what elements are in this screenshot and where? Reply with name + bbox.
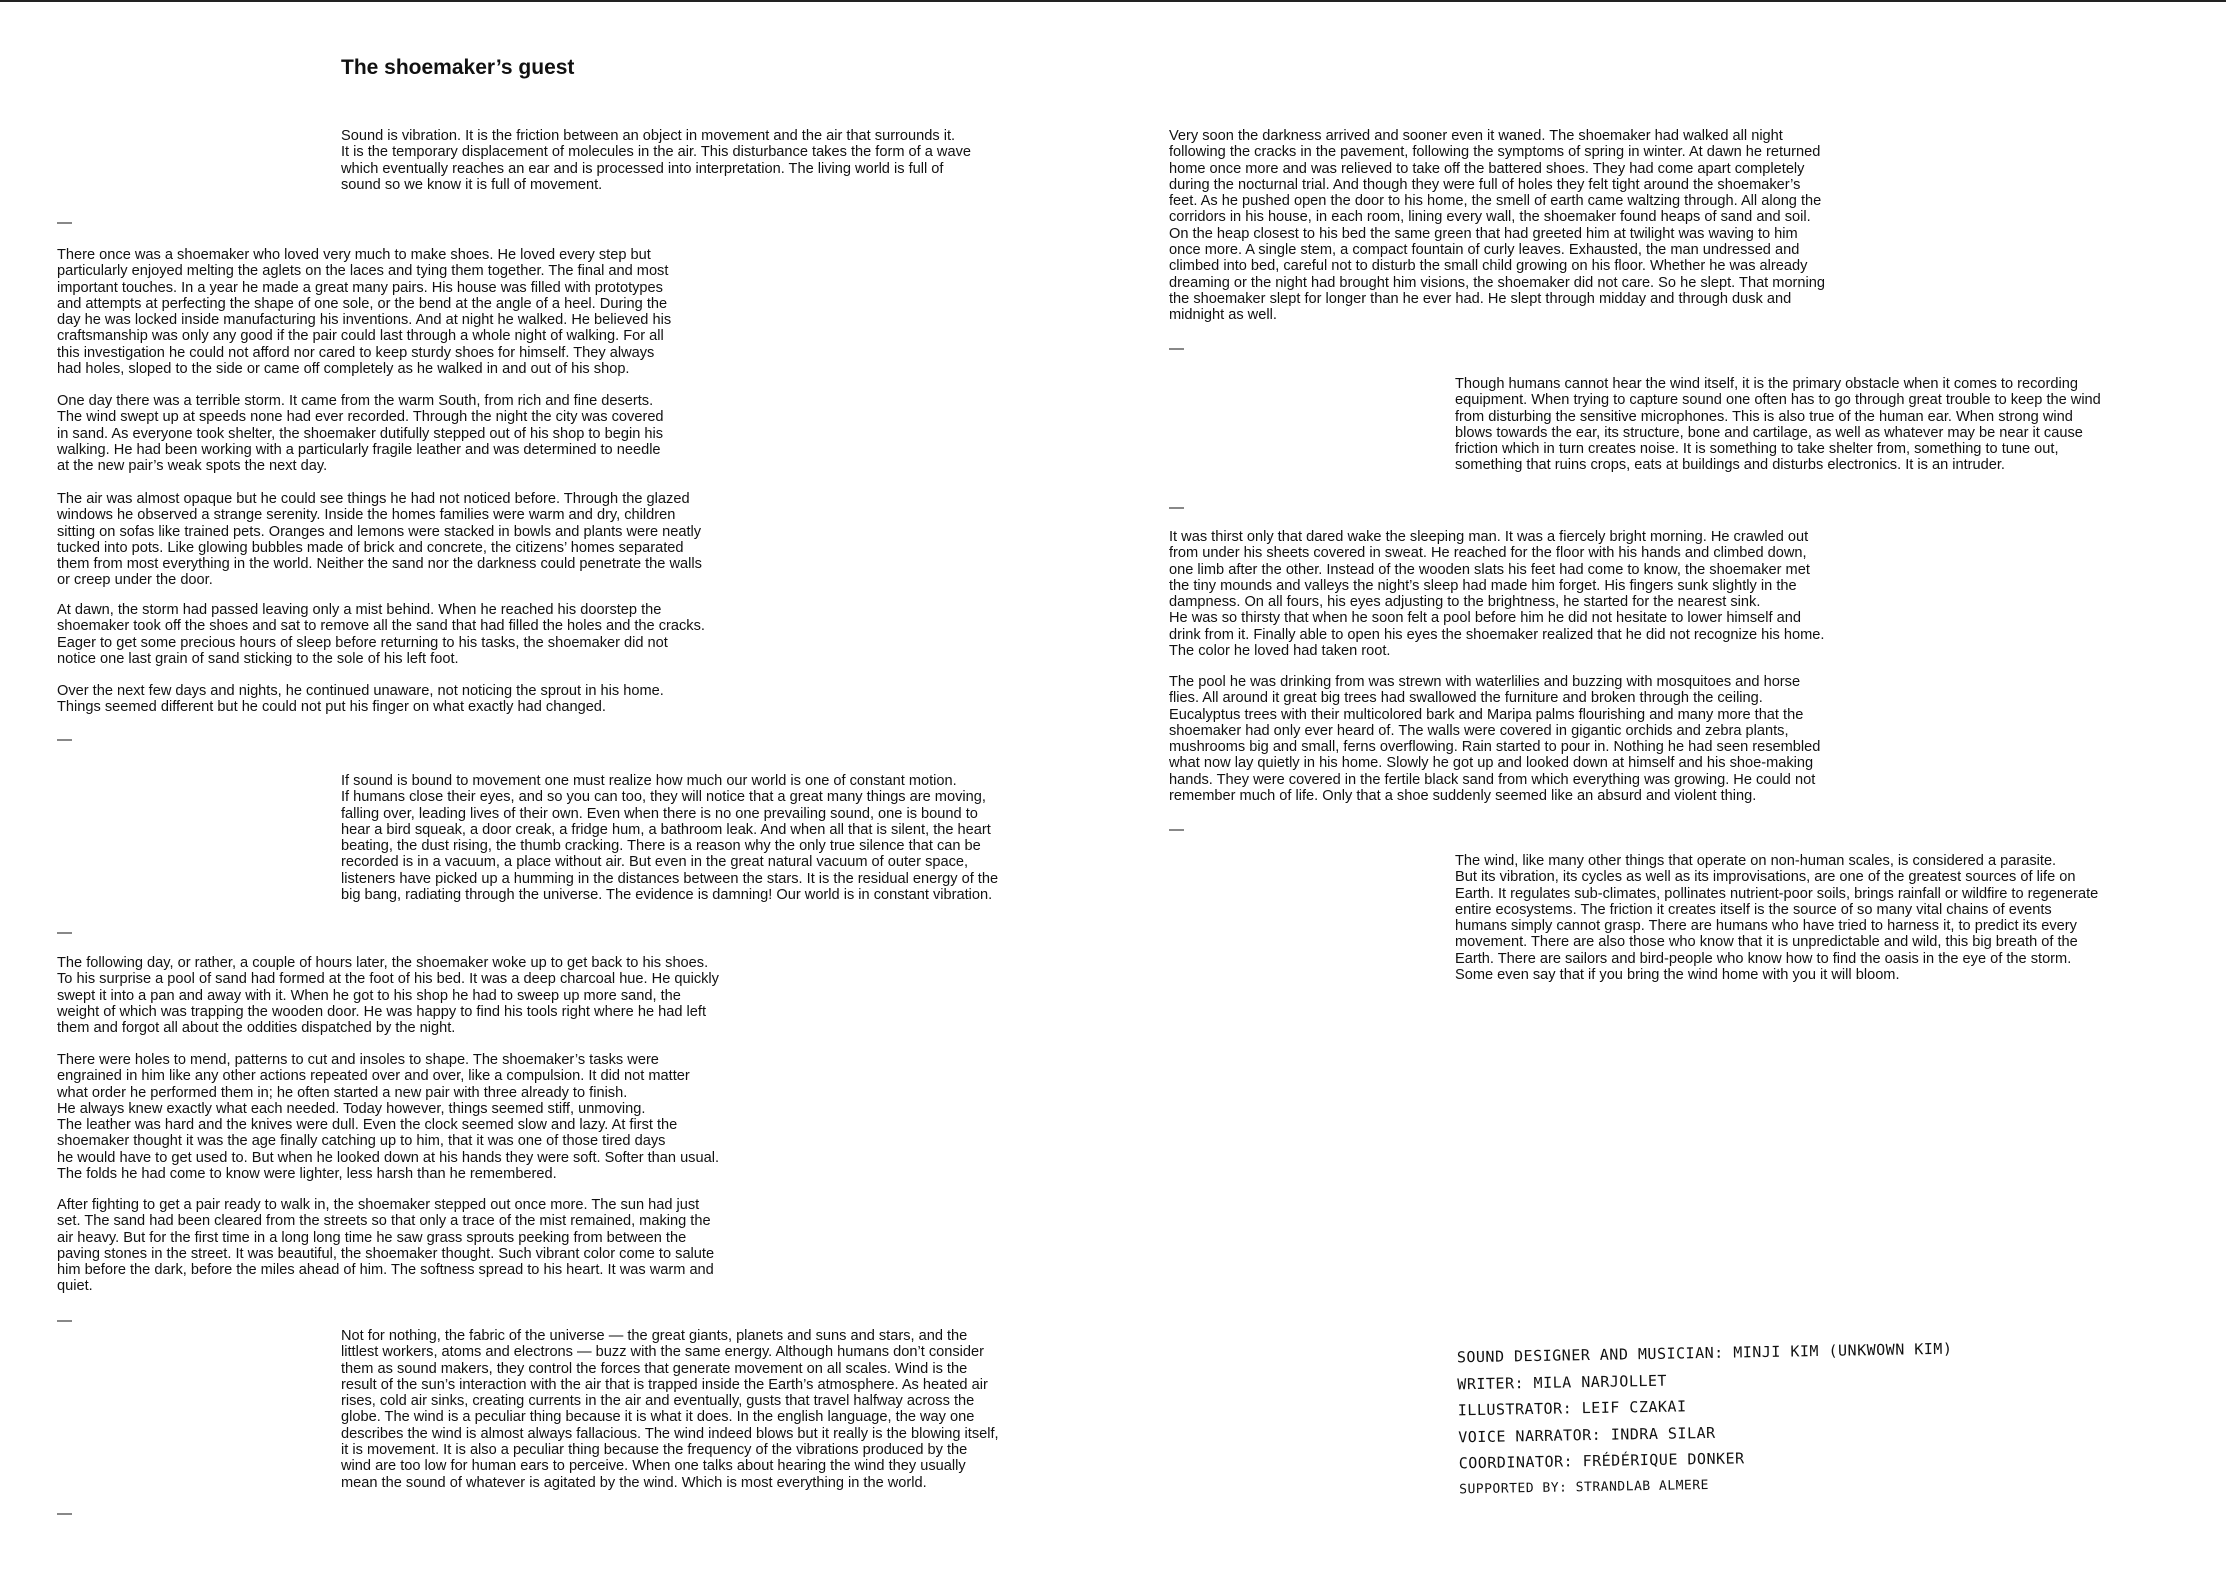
section-divider: — [1169, 499, 1184, 516]
inset-paragraph-3: Though humans cannot hear the wind itself, it is the primary obstacle when it comes to recording equipment. When trying to capture sound one often has to go through great trouble to keep the wind from disturbing the sensitive microphones. This is also true of the human ear. When strong wind blows towards the ear, its structure, bone and cartilage, as well as whatever may be near it cause friction which in turn creates noise. It is something to take shelter from, something to tune out, something that ruins crops, eats at buildings and disturbs electronics. It is an intruder. [1455, 376, 2101, 474]
credit-coordinator: COORDINATOR: FRÉDÉRIQUE DONKER [1458, 1449, 1745, 1473]
section-divider: — [1169, 340, 1184, 357]
top-border [0, 0, 2226, 2]
section-divider: — [1169, 821, 1184, 838]
inset-paragraph-1: If sound is bound to movement one must realize how much our world is one of constant motion. If humans close their eyes, and so you can too, they will notice that a great many things are moving, falling over, leading lives of their own. Even when there is no one prevailing sound, one is bound to hear a bird squeak, a door creak, a fridge hum, a bathroom leak. And when all that is silent, the heart beating, the dust rising, the thumb cracking. There is a reason why the only true silence that can be recorded is in a vacuum, a place without air. But even in the great natural vacuum of outer space, listeners have picked up a humming in the distances between the stars. It is the residual energy of the big bang, radiating through the universe. The evidence is damning! Our world is in constant vibration. [341, 773, 999, 904]
intro-paragraph: Sound is vibration. It is the friction between an object in movement and the air that surrounds it. It is the temporary displacement of molecules in the air. This disturbance takes the form of a wave which eventually reaches an ear and is processed into interpretation. The living world is full of sound so we know it is full of movement. [341, 128, 971, 193]
section-divider: — [57, 924, 72, 941]
inset-paragraph-4: The wind, like many other things that operate on non-human scales, is considered a parasite. But its vibration, its cycles as well as its improvisations, are one of the greatest sources of life on Earth. It regulates sub-climates, pollinates nutrient-poor soils, brings rainfall or wildfire to regenerate entire ecosystems. The friction it creates itself is the source of so many vital chains of events humans simply cannot grasp. There are humans who have tried to harness it, to predict its every movement. There are also those who know that it is unpredictable and wild, this big breath of the Earth. There are sailors and bird-people who know how to find the oasis in the eye of the storm. Some even say that if you bring the wind home with you it will bloom. [1455, 853, 2099, 984]
page-title: The shoemaker’s guest [341, 56, 575, 79]
section-divider: — [57, 214, 72, 231]
credit-illustrator: ILLUSTRATOR: LEIF CZAKAI [1457, 1397, 1687, 1420]
section-divider: — [57, 1505, 72, 1522]
story-paragraph-1: There once was a shoemaker who loved very much to make shoes. He loved every step but particularly enjoyed melting the aglets on the laces and tying them together. The final and most important touches. In a year he made a great many pairs. His house was filled with prototypes and attempts at perfecting the shape of one sole, or the bend at the angle of a heel. During the day he was locked inside manufacturing his inventions. And at night he walked. He believed his craftsmanship was only any good if the pair could last through a whole night of walking. For all this investigation he could not afford nor cared to keep sturdy shoes for himself. They always had holes, sloped to the side or came off completely as he walked in and out of his shop. [57, 247, 672, 378]
credit-supported-by: SUPPORTED BY: STRANDLAB ALMERE [1459, 1477, 1710, 1497]
credit-writer: WRITER: MILA NARJOLLET [1457, 1371, 1668, 1393]
story-paragraph-3: The air was almost opaque but he could see things he had not noticed before. Through the glazed windows he observed a strange serenity. Inside the homes families were warm and dry, children sitting on sofas like trained pets. Oranges and lemons were stacked in bowls and plants were neatly tucked into pots. Like glowing bubbles made of brick and concrete, the citizens’ homes separated them from most everything in the world. Neither the sand nor the darkness could penetrate the walls or creep under the door. [57, 491, 702, 589]
credits-block [1457, 1336, 1955, 1504]
story-paragraph-10: It was thirst only that dared wake the sleeping man. It was a fiercely bright morning. He crawled out from under his sheets covered in sweat. He reached for the floor with his hands and climbed down, one limb after the other. Instead of the wooden slats his feet had come to know, the shoemaker met the tiny mounds and valleys the night’s sleep had made him forget. His fingers sunk slightly in the dampness. On all fours, his eyes adjusting to the brightness, he started for the nearest sink. He was so thirsty that when he soon felt a pool before him he did not hesitate to lower himself and drink from it. Finally able to open his eyes the shoemaker realized that he did not recognize his home. The color he loved had taken root. [1169, 529, 1825, 660]
story-paragraph-6: The following day, or rather, a couple of hours later, the shoemaker woke up to get back to his shoes. To his surprise a pool of sand had formed at the foot of his bed. It was a deep charcoal hue. He quickly swept it into a pan and away with it. When he got to his shop he had to sweep up more sand, the weight of which was trapping the wooden door. He was happy to find his tools right where he had left them and forgot all about the oddities dispatched by the night. [57, 955, 719, 1037]
story-paragraph-8: After fighting to get a pair ready to walk in, the shoemaker stepped out once more. The sun had just set. The sand had been cleared from the streets so that only a trace of the mist remained, making the air heavy. But for the first time in a long long time he saw grass sprouts peeking from between the paving stones in the street. It was beautiful, the shoemaker thought. Such vibrant color come to salute him before the dark, before the miles ahead of him. The softness spread to his heart. It was warm and quiet. [57, 1197, 715, 1295]
inset-paragraph-2: Not for nothing, the fabric of the universe — the great giants, planets and suns and stars, and the littlest workers, atoms and electrons — buzz with the same energy. Although humans don’t consider them as sound makers, they control the forces that generate movement on all scales. Wind is the result of the sun’s interaction with the air that is trapped inside the Earth’s atmosphere. As heated air rises, cold air sinks, creating currents in the air and eventually, gusts that travel halfway across the globe. The wind is a peculiar thing because it is what it does. In the english language, the way one describes the wind is almost always fallacious. The wind indeed blows but it really is the blowing itself, it is movement. It is also a peculiar thing because the frequency of the vibrations produced by the wind are too low for human ears to perceive. When one talks about hearing the wind they usually mean the sound of whatever is agitated by the wind. Which is most everything in the world. [341, 1328, 999, 1491]
story-paragraph-9: Very soon the darkness arrived and sooner even it waned. The shoemaker had walked all night following the cracks in the pavement, following the symptoms of spring in winter. At dawn he returned home once more and was relieved to take off the battered shoes. They had come apart completely during the nocturnal trial. And though they were full of holes they felt tight around the shoemaker’s feet. As he pushed open the door to his home, the smell of earth came waltzing through. All along the corridors in his house, in each room, lining every wall, the shoemaker found heaps of sand and soil. On the heap closest to his bed the same green that had greeted him at twilight was waving to him once more. A single stem, a compact fountain of curly leaves. Exhausted, the man undressed and climbed into bed, careful not to disturb the small child growing on his floor. Whether he was already dreaming or the night had brought him visions, the shoemaker did not care. So he slept. That morning the shoemaker slept for longer than he ever had. He slept through midday and through dusk and midnight as well. [1169, 128, 1826, 324]
section-divider: — [57, 731, 72, 748]
story-paragraph-7: There were holes to mend, patterns to cut and insoles to shape. The shoemaker’s tasks were engrained in him like any other actions repeated over and over, like a compulsion. It did not matter what order he performed them in; he often started a new pair with three already to finish. He always knew exactly what each needed. Today however, things seemed stiff, unmoving. The leather was hard and the knives were dull. Even the clock seemed slow and lazy. At first the shoemaker thought it was the age finally catching up to him, that it was one of those tired days he would have to get used to. But when he looked down at his hands they were soft. Softer than usual. The folds he had come to know were lighter, less harsh than he remembered. [57, 1052, 720, 1183]
credit-voice-narrator: VOICE NARRATOR: INDRA SILAR [1458, 1423, 1716, 1446]
credit-sound-designer: SOUND DESIGNER AND MUSICIAN: MINJI KIM (UNKWOWN KIM) [1456, 1339, 1953, 1367]
story-paragraph-2: One day there was a terrible storm. It came from the warm South, from rich and fine deserts. The wind swept up at speeds none had ever recorded. Through the night the city was covered in sand. As everyone took shelter, the shoemaker dutifully stepped out of his shop to begin his walking. He had been working with a particularly fragile leather and was determined to needle at the new pair’s weak spots the next day. [57, 393, 664, 475]
story-paragraph-4: At dawn, the storm had passed leaving only a mist behind. When he reached his doorstep the shoemaker took off the shoes and sat to remove all the sand that had filled the holes and the cracks. Eager to get some precious hours of sleep before returning to his tasks, the shoemaker did not notice one last grain of sand sticking to the sole of his left foot. [57, 602, 705, 667]
story-paragraph-5: Over the next few days and nights, he continued unaware, not noticing the sprout in his home. Things seemed different but he could not put his finger on what exactly had changed. [57, 683, 664, 716]
section-divider: — [57, 1312, 72, 1329]
story-paragraph-11: The pool he was drinking from was strewn with waterlilies and buzzing with mosquitoes and horse flies. All around it great big trees had swallowed the furniture and broken through the ceiling. Eucalyptus trees with their multicolored bark and Maripa palms flourishing and many more that the shoemaker had only ever heard of. The walls were covered in gigantic orchids and zebra plants, mushrooms big and small, ferns overflowing. Rain started to pour in. Nothing he had seen resembled what now lay quietly in his home. Slowly he got up and looked down at himself and his shoe-making hands. They were covered in the fertile black sand from which everything was growing. He could not remember much of life. Only that a shoe suddenly seemed like an absurd and violent thing. [1169, 674, 1821, 805]
